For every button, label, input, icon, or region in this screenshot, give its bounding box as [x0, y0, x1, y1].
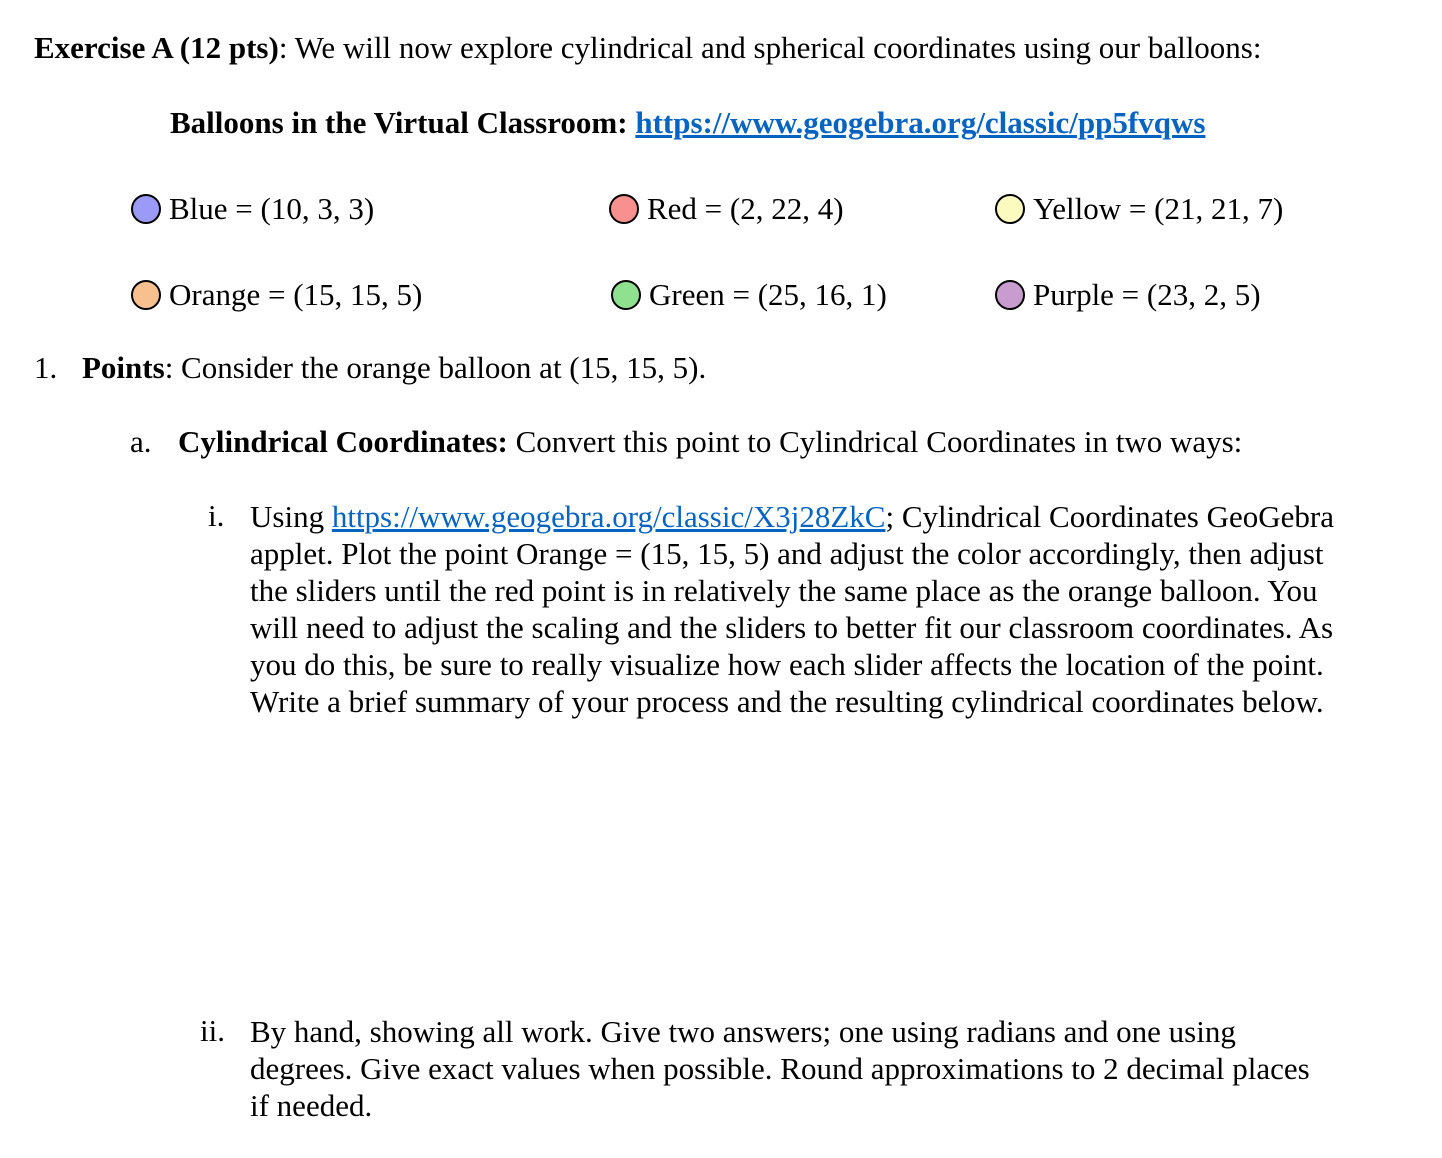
item-i-line-1	[250, 498, 1334, 535]
item-i-line: the sliders until the red point is in relatively the same place as the orange balloon. You	[250, 573, 1318, 608]
purple-circle-icon	[995, 280, 1025, 310]
balloon-label: Red = (2, 22, 4)	[647, 191, 844, 226]
exercise-heading	[34, 30, 1262, 66]
item-a-letter: a.	[130, 424, 152, 459]
item-i-paragraph	[250, 498, 1334, 720]
red-circle-icon	[609, 194, 639, 224]
item-1-heading: Points	[82, 350, 165, 385]
item-i-line: Write a brief summary of your process and the resulting cylindrical coordinates below.	[250, 684, 1324, 719]
balloon-blue	[131, 191, 374, 227]
item-i-line: you do this, be sure to really visualize how each slider affects the location of the point.	[250, 647, 1324, 682]
item-ii-line: By hand, showing all work. Give two answers; one using radians and one using	[250, 1014, 1236, 1049]
item-i-line-1-rest: ; Cylindrical Coordinates GeoGebra	[885, 499, 1334, 534]
item-ii-line: degrees. Give exact values when possible. Round approximations to 2 decimal places	[250, 1051, 1310, 1086]
item-ii-line: if needed.	[250, 1088, 373, 1123]
item-1-number: 1.	[34, 350, 58, 385]
yellow-circle-icon	[995, 194, 1025, 224]
item-i-line: applet. Plot the point Orange = (15, 15, 5) and adjust the color accordingly, then adjust	[250, 536, 1324, 571]
exercise-intro: : We will now explore cylindrical and spherical coordinates using our balloons:	[278, 30, 1262, 65]
item-ii-paragraph	[250, 1013, 1310, 1124]
classroom-label: Balloons in the Virtual Classroom:	[170, 105, 628, 140]
classroom-link[interactable]: https://www.geogebra.org/classic/pp5fvqws	[635, 105, 1206, 140]
balloon-label: Yellow = (21, 21, 7)	[1033, 191, 1284, 226]
cylindrical-applet-link[interactable]: https://www.geogebra.org/classic/X3j28ZkC	[331, 499, 886, 534]
balloon-orange	[131, 277, 422, 313]
exercise-title: Exercise A (12 pts)	[34, 30, 279, 65]
orange-circle-icon	[131, 280, 161, 310]
green-circle-icon	[611, 280, 641, 310]
item-1-body: : Consider the orange balloon at (15, 15, 5).	[164, 350, 707, 385]
classroom-line	[170, 105, 1205, 141]
item-a-heading: Cylindrical Coordinates:	[178, 424, 508, 459]
balloon-purple	[995, 277, 1261, 313]
balloon-green	[611, 277, 887, 313]
balloon-label: Blue = (10, 3, 3)	[169, 191, 375, 226]
item-a-text	[178, 424, 1242, 460]
balloon-label: Purple = (23, 2, 5)	[1033, 277, 1261, 312]
item-i-numeral: i.	[208, 498, 225, 533]
item-i-line: will need to adjust the scaling and the sliders to better fit our classroom coordinates. As	[250, 610, 1334, 645]
item-i-lead: Using	[250, 499, 332, 534]
item-ii-numeral: ii.	[200, 1013, 225, 1048]
blue-circle-icon	[131, 194, 161, 224]
item-1-text	[82, 350, 706, 386]
balloon-yellow	[995, 191, 1283, 227]
item-a-body: Convert this point to Cylindrical Coordinates in two ways:	[507, 424, 1243, 459]
balloon-red	[609, 191, 844, 227]
balloon-label: Green = (25, 16, 1)	[649, 277, 887, 312]
balloon-label: Orange = (15, 15, 5)	[169, 277, 423, 312]
